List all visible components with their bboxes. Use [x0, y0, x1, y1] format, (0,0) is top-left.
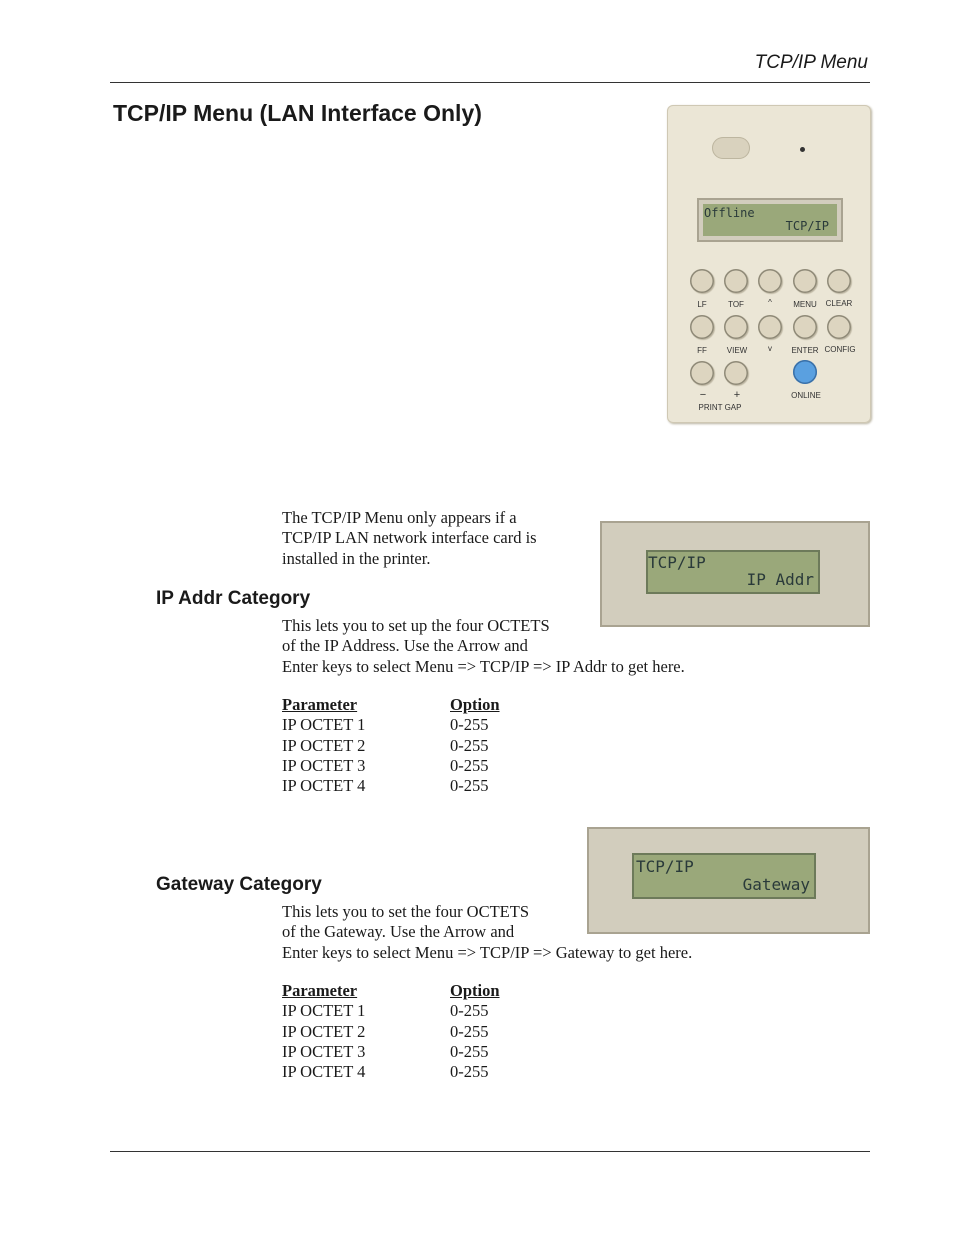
ff-label: FF — [697, 346, 707, 355]
print-gap-label: PRINT GAP — [698, 403, 742, 412]
down-label: v — [768, 344, 772, 353]
menu-label: MENU — [793, 300, 817, 309]
plus-label: + — [733, 389, 741, 401]
panel-lcd-line2: TCP/IP — [785, 219, 829, 233]
indicator-dot — [800, 147, 805, 152]
header-rule — [110, 82, 870, 83]
ip-addr-line: This lets you to set up the four OCTETS — [282, 616, 550, 635]
panel-lcd-line1: Offline — [704, 206, 755, 220]
table-row — [282, 1042, 500, 1062]
ip-addr-parameter-table — [282, 695, 500, 796]
gateway-line: This lets you to set the four OCTETS — [282, 902, 530, 921]
gateway-lcd-line2: Gateway — [742, 875, 810, 894]
view-label: VIEW — [726, 346, 748, 355]
gateway-lcd — [632, 853, 816, 899]
option-cell: 0-255 — [450, 735, 489, 755]
table-header-row — [282, 695, 500, 715]
ip-addr-line: of the IP Address. Use the Arrow and — [282, 636, 528, 656]
option-column-header: Option — [450, 695, 500, 714]
option-cell: 0-255 — [450, 1041, 489, 1061]
config-key — [827, 315, 851, 339]
panel-lcd — [703, 204, 837, 236]
config-label: CONFIG — [824, 345, 856, 354]
tof-key — [724, 269, 748, 293]
clear-label: CLEAR — [825, 299, 853, 308]
ipaddr-lcd-line1: TCP/IP — [648, 553, 706, 572]
table-row — [282, 715, 500, 735]
ff-key — [690, 315, 714, 339]
online-key — [793, 360, 817, 384]
parameter-cell: IP OCTET 3 — [282, 1041, 366, 1061]
minus-key — [690, 361, 714, 385]
gateway-heading: Gateway Category — [156, 874, 322, 895]
parameter-cell: IP OCTET 2 — [282, 1021, 366, 1041]
up-key — [758, 269, 782, 293]
parameter-cell: IP OCTET 2 — [282, 735, 366, 755]
status-lamp — [712, 137, 750, 159]
intro-line: The TCP/IP Menu only appears if a — [282, 508, 517, 527]
option-cell: 0-255 — [450, 755, 489, 775]
table-row — [282, 1022, 500, 1042]
footer-rule — [110, 1151, 870, 1152]
ip-addr-heading: IP Addr Category — [156, 588, 311, 609]
parameter-cell: IP OCTET 4 — [282, 1062, 366, 1082]
parameter-column-header: Parameter — [282, 695, 358, 714]
down-key — [758, 315, 782, 339]
ipaddr-lcd — [646, 550, 820, 594]
gateway-parameter-table — [282, 981, 500, 1082]
option-cell: 0-255 — [450, 715, 489, 735]
minus-label: − — [699, 389, 707, 401]
online-label: ONLINE — [791, 391, 821, 400]
up-label: ^ — [768, 298, 772, 307]
gateway-line: Enter keys to select Menu => TCP/IP => Gateway to get here. — [282, 942, 693, 962]
gateway-lcd-line1: TCP/IP — [636, 857, 694, 876]
view-key — [724, 315, 748, 339]
table-row — [282, 1062, 500, 1082]
parameter-cell: IP OCTET 1 — [282, 1001, 366, 1021]
ip-addr-description — [282, 616, 685, 677]
parameter-column-header: Parameter — [282, 981, 358, 1000]
gateway-description — [282, 902, 692, 963]
option-cell: 0-255 — [450, 1001, 489, 1021]
ipaddr-lcd-line2: IP Addr — [746, 570, 814, 589]
option-column-header: Option — [450, 981, 500, 1000]
intro-line: TCP/IP LAN network interface card is — [282, 528, 537, 548]
enter-label: ENTER — [791, 346, 819, 355]
parameter-cell: IP OCTET 1 — [282, 715, 366, 735]
table-row — [282, 1001, 500, 1021]
lf-label: LF — [697, 300, 707, 309]
ip-addr-line: Enter keys to select Menu => TCP/IP => IP Addr to get here. — [282, 656, 685, 676]
running-header: TCP/IP Menu — [754, 52, 868, 73]
parameter-cell: IP OCTET 4 — [282, 776, 366, 796]
option-cell: 0-255 — [450, 776, 489, 796]
clear-key — [827, 269, 851, 293]
intro-line: installed in the printer. — [282, 548, 431, 568]
option-cell: 0-255 — [450, 1021, 489, 1041]
table-row — [282, 776, 500, 796]
table-row — [282, 736, 500, 756]
gateway-line: of the Gateway. Use the Arrow and — [282, 922, 515, 942]
plus-key — [724, 361, 748, 385]
page-title: TCP/IP Menu (LAN Interface Only) — [113, 100, 482, 126]
option-cell: 0-255 — [450, 1062, 489, 1082]
parameter-cell: IP OCTET 3 — [282, 755, 366, 775]
intro-paragraph — [282, 508, 537, 569]
lf-key — [690, 269, 714, 293]
table-header-row — [282, 981, 500, 1001]
menu-key — [793, 269, 817, 293]
enter-key — [793, 315, 817, 339]
tof-label: TOF — [728, 300, 744, 309]
table-row — [282, 756, 500, 776]
